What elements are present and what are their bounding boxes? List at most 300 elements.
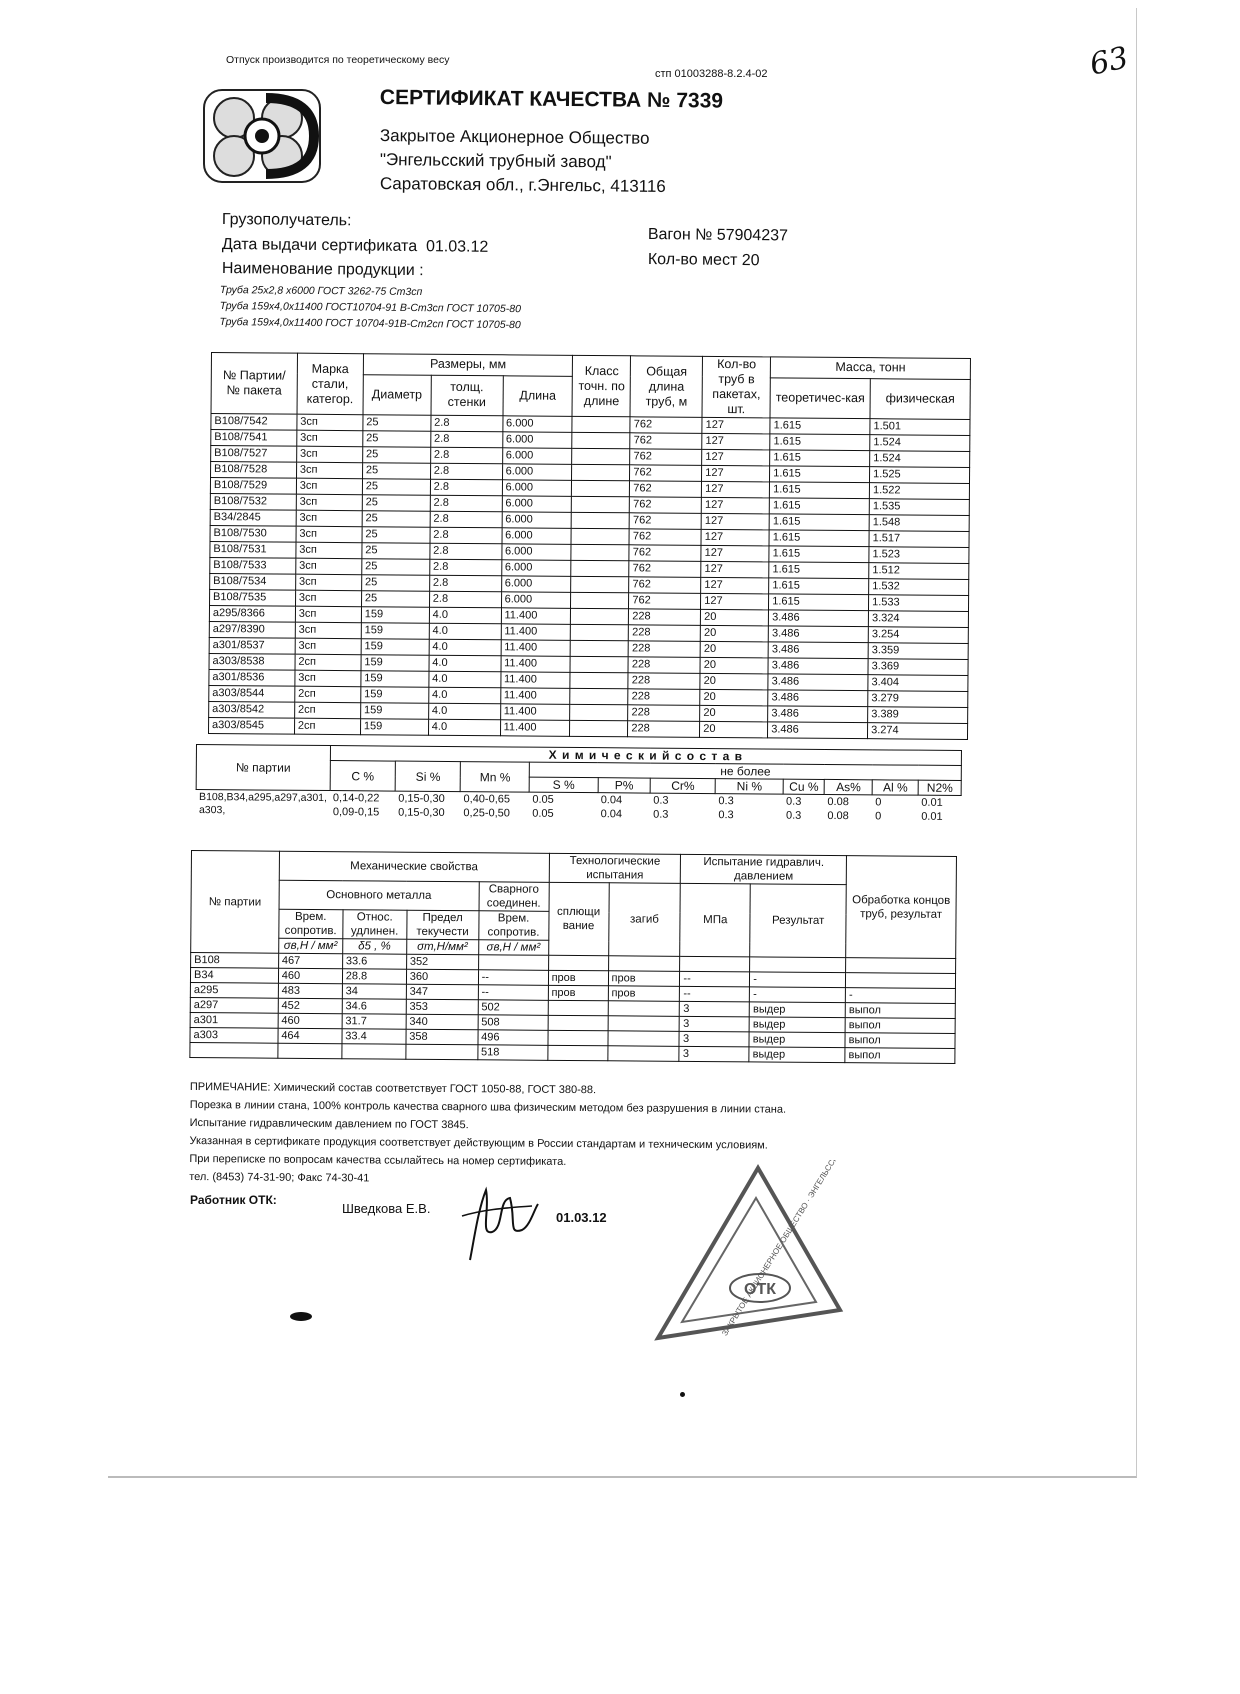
table-cell: выдер	[749, 1047, 845, 1063]
table-cell: В108/7529	[210, 478, 296, 495]
table-cell: 228	[628, 641, 700, 658]
chem-header-cr: Cr%	[650, 778, 715, 794]
table-cell: 4.0	[429, 655, 501, 672]
table-cell	[571, 624, 629, 640]
table-cell: 6.000	[502, 432, 572, 449]
table-cell: 127	[701, 577, 769, 594]
table-cell: В108/7535	[210, 589, 296, 606]
table-cell: 3сп	[297, 430, 363, 447]
table-cell	[750, 957, 846, 973]
table-cell	[571, 560, 629, 576]
table-cell: 2.8	[431, 415, 503, 432]
table-cell	[570, 688, 628, 704]
mech-header-batch: № партии	[191, 851, 280, 954]
table-cell: пров	[548, 985, 608, 1000]
recipient-label: Грузополучатель:	[221, 211, 352, 230]
table-cell: 228	[628, 657, 700, 674]
issue-date-value: 01.03.12	[425, 238, 489, 256]
table-cell	[846, 973, 956, 989]
note-line: ПРИМЕЧАНИЕ: Химический состав соответствует ГОСТ 1050-88, ГОСТ 380-88.	[189, 1080, 597, 1097]
table-cell: 159	[361, 655, 429, 672]
chem-header-max: не более	[530, 762, 962, 780]
table-cell: 762	[630, 481, 702, 498]
table-cell: 508	[478, 1015, 548, 1031]
table-cell: 6.000	[501, 592, 571, 609]
table-cell: 502	[478, 1000, 548, 1016]
table-cell: 127	[702, 433, 770, 450]
table-cell: 762	[629, 593, 701, 610]
table-cell	[548, 955, 608, 970]
table-cell	[571, 592, 629, 608]
table-cell: 11.400	[501, 656, 571, 673]
table-cell: а301	[190, 1012, 278, 1028]
table-cell: 159	[361, 687, 429, 704]
chem-cell: 0.04	[600, 794, 623, 807]
chem-cell: 0.3	[653, 794, 669, 807]
mech-header-weld-tensile: Врем. сопротив.	[478, 911, 548, 941]
table-cell: 1.548	[869, 515, 969, 532]
table-cell: 3.486	[768, 690, 868, 707]
table-cell	[570, 656, 628, 672]
table-cell: 25	[361, 575, 429, 592]
table-cell	[570, 704, 628, 720]
table-cell: 1.615	[770, 434, 870, 451]
table-cell: выпол	[845, 1033, 955, 1049]
table-cell: В108	[191, 953, 279, 969]
table-cell: 3	[680, 1001, 750, 1017]
table-cell: 228	[628, 689, 700, 706]
chem-cell: 0.3	[786, 795, 802, 808]
table-cell: 1.523	[869, 547, 969, 564]
table-cell: 2.8	[430, 543, 502, 560]
table-cell	[572, 496, 630, 512]
table-cell: 762	[630, 497, 702, 514]
product-item: Труба 25х2,8 х6000 ГОСТ 3262-75 Ст3сп	[219, 283, 423, 299]
chem-header-n: N2%	[918, 780, 961, 795]
table-cell: --	[680, 986, 750, 1002]
table-cell: а303/8538	[209, 653, 295, 670]
table-cell: 11.400	[500, 720, 570, 737]
table-cell: 6.000	[501, 560, 571, 577]
table-cell: а303/8542	[209, 701, 295, 718]
table-cell	[608, 1001, 680, 1017]
table-cell: 6.000	[501, 544, 571, 561]
table-cell: 25	[362, 511, 430, 528]
chem-header-title: Х и м и ч е с к и й с о с т а в	[330, 746, 961, 766]
table-cell: а301/8537	[209, 637, 295, 654]
table-cell: 11.400	[501, 608, 571, 625]
chem-header-mn: Mn %	[461, 762, 530, 793]
table-cell: 6.000	[502, 480, 572, 497]
table-cell: 2сп	[295, 654, 361, 671]
table-cell	[548, 1000, 608, 1015]
mech-header-weld: Сварного соединен.	[479, 882, 549, 912]
wagon-number: Вагон № 57904237	[647, 226, 789, 245]
table-cell	[572, 464, 630, 480]
table-cell: а301/8536	[209, 669, 295, 686]
header-wall: толщ. стенки	[431, 375, 503, 416]
table-cell: 3сп	[296, 478, 362, 495]
table-cell: 127	[701, 561, 769, 578]
table-cell: 3сп	[295, 590, 361, 607]
table-cell: 6.000	[502, 464, 572, 481]
table-cell: 3.486	[768, 722, 868, 739]
table-cell: 1.615	[769, 530, 869, 547]
table-cell	[571, 528, 629, 544]
table-cell: 358	[406, 1029, 478, 1045]
release-note: Отпуск производится по теоретическому весу	[226, 54, 450, 66]
table-cell	[278, 1043, 342, 1059]
table-cell: 762	[630, 449, 702, 466]
table-cell: 3.274	[868, 723, 968, 740]
table-cell: 2.8	[430, 463, 502, 480]
table-cell: 127	[702, 449, 770, 466]
table-cell: 159	[361, 639, 429, 656]
table-cell: 2.8	[430, 431, 502, 448]
table-cell: 3	[679, 1031, 749, 1047]
table-cell: 1.522	[869, 483, 969, 500]
table-cell: В108/7542	[211, 414, 297, 431]
table-cell: 159	[360, 703, 428, 720]
chem-cell: 0,15-0,30	[398, 792, 445, 805]
table-cell: 11.400	[501, 624, 571, 641]
otk-label: Работник ОТК:	[190, 1193, 277, 1207]
table-cell	[846, 958, 956, 974]
table-cell: 3сп	[296, 526, 362, 543]
table-cell: 3.486	[768, 658, 868, 675]
table-cell: 1.615	[770, 466, 870, 483]
table-cell: пров	[548, 970, 608, 985]
table-cell: 2.8	[430, 447, 502, 464]
table-cell: 762	[630, 433, 702, 450]
table-cell: 2сп	[294, 702, 360, 719]
table-cell	[571, 640, 629, 656]
table-cell: В108/7527	[211, 446, 297, 463]
table-cell: --	[478, 985, 548, 1001]
table-cell: 3сп	[295, 670, 361, 687]
table-cell: 347	[406, 984, 478, 1000]
table-cell: 1.615	[769, 498, 869, 515]
table-cell: 762	[629, 529, 701, 546]
table-cell: 1.533	[869, 595, 969, 612]
table-cell: 762	[629, 513, 701, 530]
table-cell: 31.7	[342, 1014, 406, 1030]
table-cell: 127	[702, 417, 770, 434]
chem-cell: 0.3	[785, 809, 802, 822]
chem-header-s: S %	[529, 777, 597, 793]
table-cell: 496	[478, 1030, 548, 1046]
table-cell: 25	[362, 447, 430, 464]
table-cell: 1.524	[870, 451, 970, 468]
table-cell: 4.0	[429, 623, 501, 640]
table-cell: 467	[278, 953, 342, 969]
ink-dot	[680, 1392, 685, 1397]
table-cell: 3.324	[868, 611, 968, 628]
table-cell: 20	[700, 625, 768, 642]
table-cell	[572, 480, 630, 496]
chem-cell: 0,09-0,15	[332, 806, 380, 819]
table-cell: а297	[190, 997, 278, 1013]
table-cell: 1.525	[870, 467, 970, 484]
table-cell: 11.400	[500, 704, 570, 721]
standard-code: стп 01003288-8.2.4-02	[655, 68, 768, 80]
mech-header-bend: загиб	[608, 883, 680, 957]
header-batch: № Партии/ № пакета	[211, 353, 297, 415]
header-pipe-count: Кол-во труб в пакетах, шт.	[702, 356, 770, 418]
chemical-composition-table	[195, 744, 962, 824]
table-cell: 159	[360, 719, 428, 736]
table-cell: пров	[608, 971, 680, 987]
mech-unit-yield: σт,Н/мм²	[406, 939, 478, 955]
table-cell: 483	[278, 983, 342, 999]
table-cell	[548, 1015, 608, 1030]
table-cell: 25	[362, 559, 430, 576]
table-cell: 1.615	[770, 418, 870, 435]
table-cell: 3.389	[868, 707, 968, 724]
chem-cell: 0,14-0,22	[332, 792, 380, 805]
chem-cell: 0.3	[653, 808, 669, 821]
table-cell: 4.0	[428, 703, 500, 720]
table-cell: В108/7541	[211, 430, 297, 447]
table-cell: 25	[362, 495, 430, 512]
stamp-center-label: ОТК	[744, 1281, 776, 1298]
table-cell: 6.000	[502, 448, 572, 465]
chem-cell: 0,40-0,65	[463, 793, 511, 806]
product-label: Наименование продукции :	[221, 260, 424, 280]
table-cell: 25	[361, 591, 429, 608]
chem-cell: 0.04	[600, 808, 623, 821]
mech-header-title: Механические свойства	[279, 851, 549, 882]
table-cell: выдер	[749, 1002, 845, 1018]
table-cell: 159	[361, 671, 429, 688]
note-line: Порезка в линии стана, 100% контроль качества сварного шва физическим методом без разрушения в линии стана.	[189, 1098, 787, 1116]
chem-cell: 0.05	[532, 793, 554, 806]
table-cell: 3сп	[297, 414, 363, 431]
table-cell	[680, 956, 750, 972]
table-cell: 228	[629, 609, 701, 626]
table-cell: 159	[361, 607, 429, 624]
table-cell: В108/7531	[210, 541, 296, 558]
mech-header-mpa: МПа	[680, 883, 750, 957]
mech-header-tech: Технологические испытания	[549, 853, 681, 883]
table-cell: 228	[628, 705, 700, 722]
table-cell: 1.535	[869, 499, 969, 516]
note-line: Указанная в сертификате продукция соответствует действующим в России стандартам и техническим условиям.	[189, 1134, 768, 1152]
company-logo	[202, 88, 322, 189]
table-cell: 4.0	[429, 671, 501, 688]
mechanical-properties-table	[189, 850, 957, 1064]
table-cell: 1.615	[770, 450, 870, 467]
table-cell: выдер	[749, 1017, 845, 1033]
table-cell: 3.359	[868, 643, 968, 660]
table-cell: выпол	[845, 1018, 955, 1034]
table-cell	[607, 1046, 679, 1062]
table-cell: 1.517	[869, 531, 969, 548]
table-cell	[571, 544, 629, 560]
header-length-class: Класс точн. по длине	[572, 355, 630, 416]
table-cell: 3сп	[295, 574, 361, 591]
table-cell	[571, 576, 629, 592]
mech-header-base: Основного металла	[279, 880, 479, 911]
table-cell: 6.000	[502, 512, 572, 529]
table-cell	[571, 608, 629, 624]
table-cell: 2.8	[429, 575, 501, 592]
mech-header-yield: Предел текучести	[407, 910, 479, 940]
table-cell: а303	[190, 1027, 278, 1043]
table-cell: 762	[629, 561, 701, 578]
issue-date-row	[222, 236, 489, 257]
table-cell: 25	[362, 463, 430, 480]
table-cell: 4.0	[428, 719, 500, 736]
table-cell: -	[845, 988, 955, 1004]
chem-cell: 0.05	[532, 807, 554, 820]
table-cell: 2.8	[429, 559, 501, 576]
mech-header-flatten: сплющи вание	[548, 882, 609, 955]
header-mass-theoretical: теоретичес-кая	[770, 378, 870, 419]
table-cell: В108/7534	[210, 573, 296, 590]
table-cell	[478, 955, 548, 971]
chem-batch-list: В108,В34,а295,а297,а301, а303,	[198, 791, 328, 817]
certificate-title: СЕРТИФИКАТ КАЧЕСТВА № 7339	[379, 86, 724, 113]
chem-cell: 0.3	[718, 795, 734, 808]
table-cell: 25	[362, 479, 430, 496]
table-cell: 452	[278, 998, 342, 1014]
chem-cell: 0,25-0,50	[463, 807, 510, 820]
table-cell: 11.400	[500, 672, 570, 689]
table-cell: 762	[630, 417, 702, 434]
table-cell: 20	[700, 657, 768, 674]
mech-header-elongation: Относ. удлинен.	[343, 910, 407, 940]
table-cell: 34.6	[342, 999, 406, 1015]
table-cell: 4.0	[429, 639, 501, 656]
table-cell: 2.8	[430, 479, 502, 496]
table-cell: 127	[701, 497, 769, 514]
chem-header-c: C %	[330, 761, 396, 792]
pipe-batch-table	[208, 352, 971, 740]
table-cell: В34	[190, 968, 278, 984]
table-cell: 3.486	[768, 642, 868, 659]
table-cell	[572, 448, 630, 464]
company-line-1: Закрытое Акционерное Общество	[379, 126, 650, 148]
places-count: Кол-во мест 20	[647, 251, 760, 270]
table-cell: 25	[363, 431, 431, 448]
table-cell: -	[750, 972, 846, 988]
table-cell: 1.615	[769, 514, 869, 531]
table-cell: В108/7532	[210, 493, 296, 510]
table-cell	[570, 672, 628, 688]
table-cell: 228	[628, 721, 700, 738]
table-cell: 1.615	[769, 594, 869, 611]
table-cell: 360	[406, 969, 478, 985]
table-cell: 1.615	[770, 482, 870, 499]
note-line: тел. (8453) 74-31-90; Факс 74-30-41	[189, 1170, 370, 1185]
table-cell: 3	[680, 1016, 750, 1032]
table-cell: 6.000	[502, 528, 572, 545]
chem-cell: 0,15-0,30	[398, 806, 445, 819]
note-line: При переписке по вопросам качества ссылайтесь на номер сертификата.	[189, 1152, 567, 1168]
table-cell: а303/8544	[209, 685, 295, 702]
table-cell: 3сп	[295, 606, 361, 623]
table-cell: 159	[361, 623, 429, 640]
table-cell	[572, 512, 630, 528]
table-cell: 3.486	[768, 706, 868, 723]
table-cell: 127	[701, 545, 769, 562]
table-cell: 1.615	[769, 562, 869, 579]
table-cell: 11.400	[500, 688, 570, 705]
mech-unit-weld: σв,Н / мм²	[478, 940, 548, 956]
table-cell: --	[478, 970, 548, 986]
table-cell	[608, 1016, 680, 1032]
table-cell: 6.000	[502, 416, 572, 433]
note-line: Испытание гидравлическим давлением по ГОСТ 3845.	[189, 1116, 469, 1132]
table-cell: 25	[362, 543, 430, 560]
table-cell	[608, 956, 680, 972]
table-cell: 1.512	[869, 563, 969, 580]
mech-header-result: Результат	[750, 884, 846, 958]
ink-blot	[290, 1312, 312, 1321]
mech-unit-elongation: δ5 , %	[342, 939, 406, 955]
table-cell: 340	[406, 1014, 478, 1030]
product-list	[219, 282, 521, 333]
table-cell: 460	[278, 968, 342, 984]
otk-stamp	[640, 1160, 850, 1355]
stamp-ring-text: ЗАКРЫТОЕ АКЦИОНЕРНОЕ ОБЩЕСТВО · ЭНГЕЛЬССКИЙ	[720, 1160, 846, 1338]
table-cell: В108/7533	[210, 557, 296, 574]
table-cell: 34	[342, 984, 406, 1000]
table-cell: 1.615	[769, 546, 869, 563]
company-line-2: "Энгельсский трубный завод"	[379, 150, 612, 172]
chem-cell: 0	[875, 810, 882, 823]
header-steel-grade: Марка стали, категор.	[297, 353, 363, 415]
table-cell: выпол	[845, 1048, 955, 1064]
chem-cell: 0	[875, 796, 882, 809]
table-cell: 3сп	[296, 462, 362, 479]
header-sizes: Размеры, мм	[363, 354, 573, 376]
handwritten-page-number: 63	[1086, 40, 1132, 83]
chem-header-batch: № партии	[196, 745, 330, 791]
table-cell: В108/7528	[211, 462, 297, 479]
table-cell	[570, 720, 628, 736]
table-cell: 2.8	[430, 527, 502, 544]
table-cell	[547, 1045, 607, 1060]
table-cell: а295/8366	[209, 605, 295, 622]
table-cell: 3.486	[768, 626, 868, 643]
table-cell: 3сп	[295, 638, 361, 655]
table-cell: 1.524	[870, 435, 970, 452]
table-cell: 3сп	[296, 510, 362, 527]
table-cell: 762	[629, 545, 701, 562]
mech-header-tensile: Врем. сопротив.	[279, 909, 343, 939]
table-cell: 2.8	[430, 511, 502, 528]
table-cell: 33.6	[342, 954, 406, 970]
table-cell: 1.501	[870, 419, 970, 436]
table-cell	[572, 416, 630, 432]
table-cell: а295	[190, 982, 278, 998]
table-cell: 127	[702, 481, 770, 498]
table-cell	[342, 1044, 406, 1060]
header-mass-physical: физическая	[870, 378, 970, 419]
handwritten-signature	[452, 1180, 542, 1269]
table-cell: 352	[406, 954, 478, 970]
table-cell: 127	[702, 465, 770, 482]
table-cell: 228	[629, 625, 701, 642]
table-cell: 762	[629, 577, 701, 594]
chem-header-p: P%	[598, 778, 651, 793]
table-cell: 460	[278, 1013, 342, 1029]
table-cell: 3.369	[868, 659, 968, 676]
table-cell: 25	[363, 415, 431, 432]
table-cell	[548, 1030, 608, 1045]
